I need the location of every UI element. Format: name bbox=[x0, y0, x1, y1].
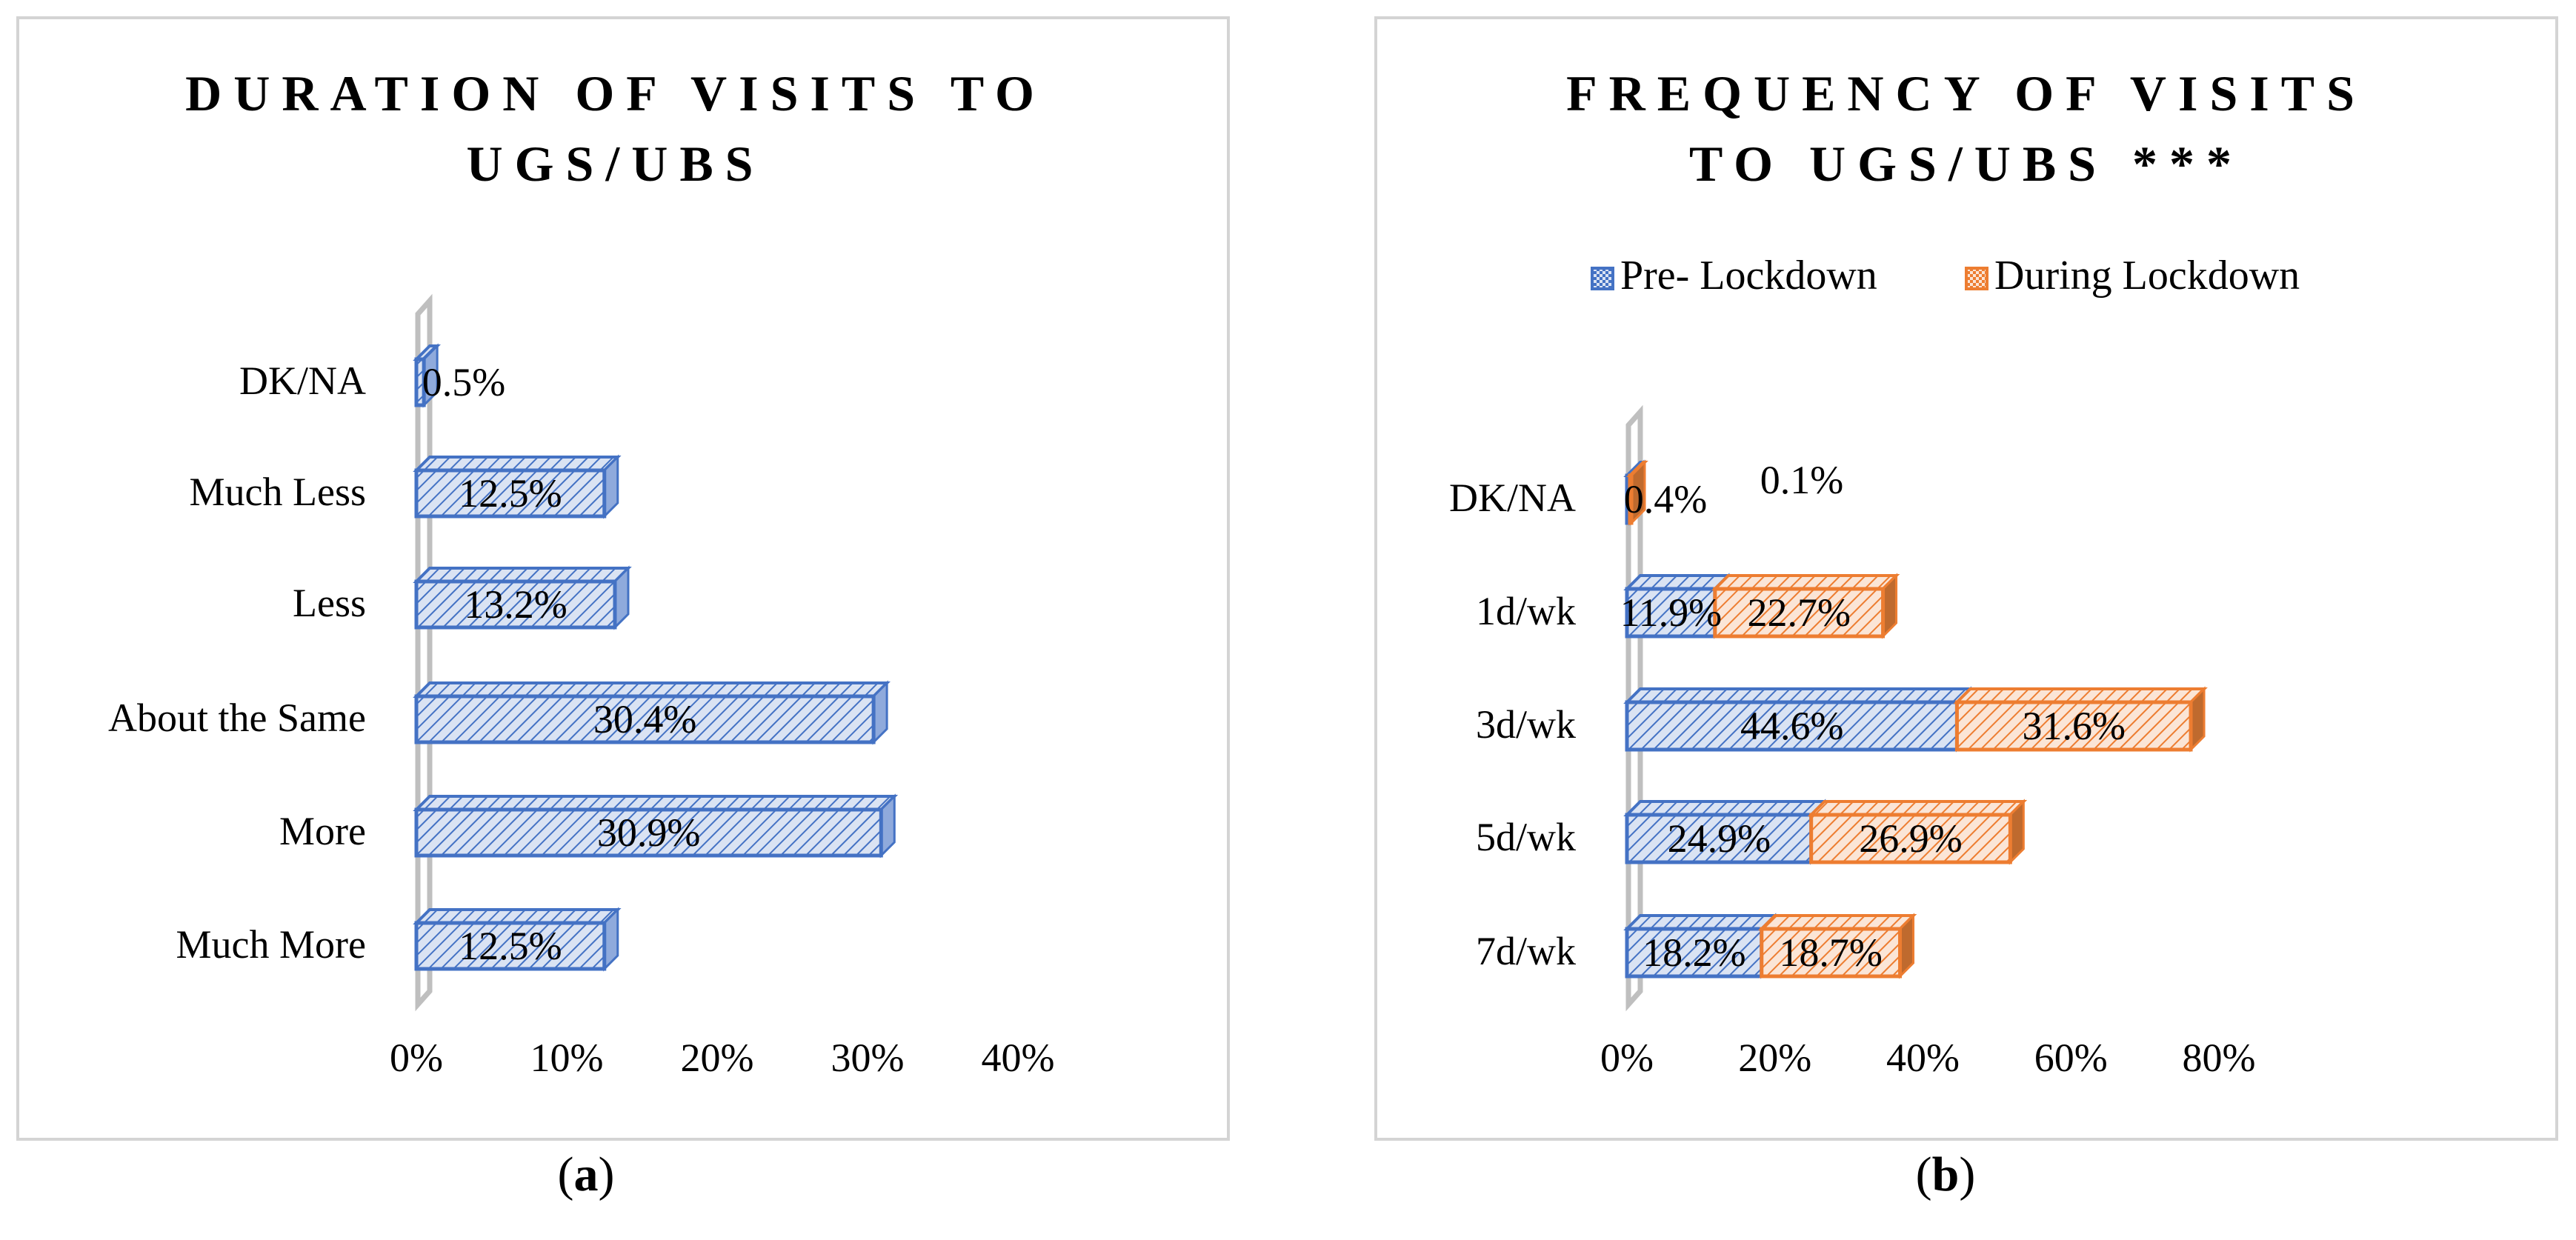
chart-title-line: DURATION OF VISITS TO bbox=[185, 65, 1046, 121]
duration-chart bbox=[19, 19, 1227, 1138]
data-label-during-5d-wk: 26.9% bbox=[1859, 816, 1963, 861]
category-label-more: More bbox=[279, 809, 366, 853]
category-label-7d-wk: 7d/wk bbox=[1476, 929, 1576, 973]
chart-panel-duration bbox=[16, 16, 1230, 1141]
x-tick-60: 60% bbox=[2034, 1036, 2108, 1080]
x-tick-20: 20% bbox=[680, 1036, 754, 1080]
legend-swatch-during-lockdown bbox=[1966, 268, 1987, 289]
data-label-during-1d-wk: 22.7% bbox=[1747, 590, 1851, 635]
x-tick-80: 80% bbox=[2182, 1036, 2256, 1080]
category-label-about-the-same: About the Same bbox=[108, 696, 366, 740]
chart-title-line: UGS/UBS bbox=[466, 136, 765, 192]
category-label-5d-wk: 5d/wk bbox=[1476, 815, 1576, 859]
data-label-dk-na: 0.5% bbox=[422, 360, 506, 404]
data-label-pre-7d-wk: 18.2% bbox=[1643, 930, 1746, 975]
data-label-pre-1d-wk: 11.9% bbox=[1620, 590, 1723, 635]
caption-a: (a) bbox=[557, 1147, 615, 1201]
chart-title-line: FREQUENCY OF VISITS bbox=[1566, 65, 2366, 121]
data-label-pre-dk-na: 0.4% bbox=[1623, 477, 1708, 521]
caption-b: (b) bbox=[1915, 1147, 1976, 1201]
x-tick-40: 40% bbox=[981, 1036, 1055, 1080]
x-tick-40: 40% bbox=[1886, 1036, 1960, 1080]
data-label-much-more: 12.5% bbox=[459, 924, 562, 968]
data-label-pre-5d-wk: 24.9% bbox=[1667, 816, 1771, 861]
data-label-about-the-same: 30.4% bbox=[593, 697, 697, 741]
data-label-pre-3d-wk: 44.6% bbox=[1740, 704, 1844, 748]
category-label-dk-na: DK/NA bbox=[1449, 476, 1576, 520]
data-label-during-7d-wk: 18.7% bbox=[1779, 930, 1883, 975]
category-label-less: Less bbox=[293, 581, 366, 625]
category-label-3d-wk: 3d/wk bbox=[1476, 702, 1576, 747]
chart-title-line: TO UGS/UBS *** bbox=[1688, 136, 2244, 192]
x-tick-0: 0% bbox=[390, 1036, 443, 1080]
data-label-more: 30.9% bbox=[596, 810, 701, 855]
x-tick-10: 10% bbox=[530, 1036, 604, 1080]
legend-label-during-lockdown: During Lockdown bbox=[1994, 253, 2300, 299]
data-label-less: 13.2% bbox=[464, 582, 568, 627]
frequency-chart bbox=[1377, 19, 2555, 1138]
data-label-during-dk-na: 0.1% bbox=[1760, 458, 1844, 502]
x-tick-0: 0% bbox=[1600, 1036, 1654, 1080]
category-label-1d-wk: 1d/wk bbox=[1476, 589, 1576, 633]
category-label-much-more: Much More bbox=[176, 922, 366, 967]
x-tick-30: 30% bbox=[831, 1036, 905, 1080]
legend-swatch-pre-lockdown bbox=[1592, 268, 1613, 289]
category-label-dk-na: DK/NA bbox=[239, 359, 366, 403]
x-tick-20: 20% bbox=[1738, 1036, 1812, 1080]
data-label-much-less: 12.5% bbox=[459, 471, 562, 516]
data-label-during-3d-wk: 31.6% bbox=[2022, 704, 2126, 748]
legend-label-pre-lockdown: Pre- Lockdown bbox=[1620, 253, 1877, 299]
category-label-much-less: Much Less bbox=[189, 470, 366, 514]
chart-panel-frequency bbox=[1374, 16, 2558, 1141]
